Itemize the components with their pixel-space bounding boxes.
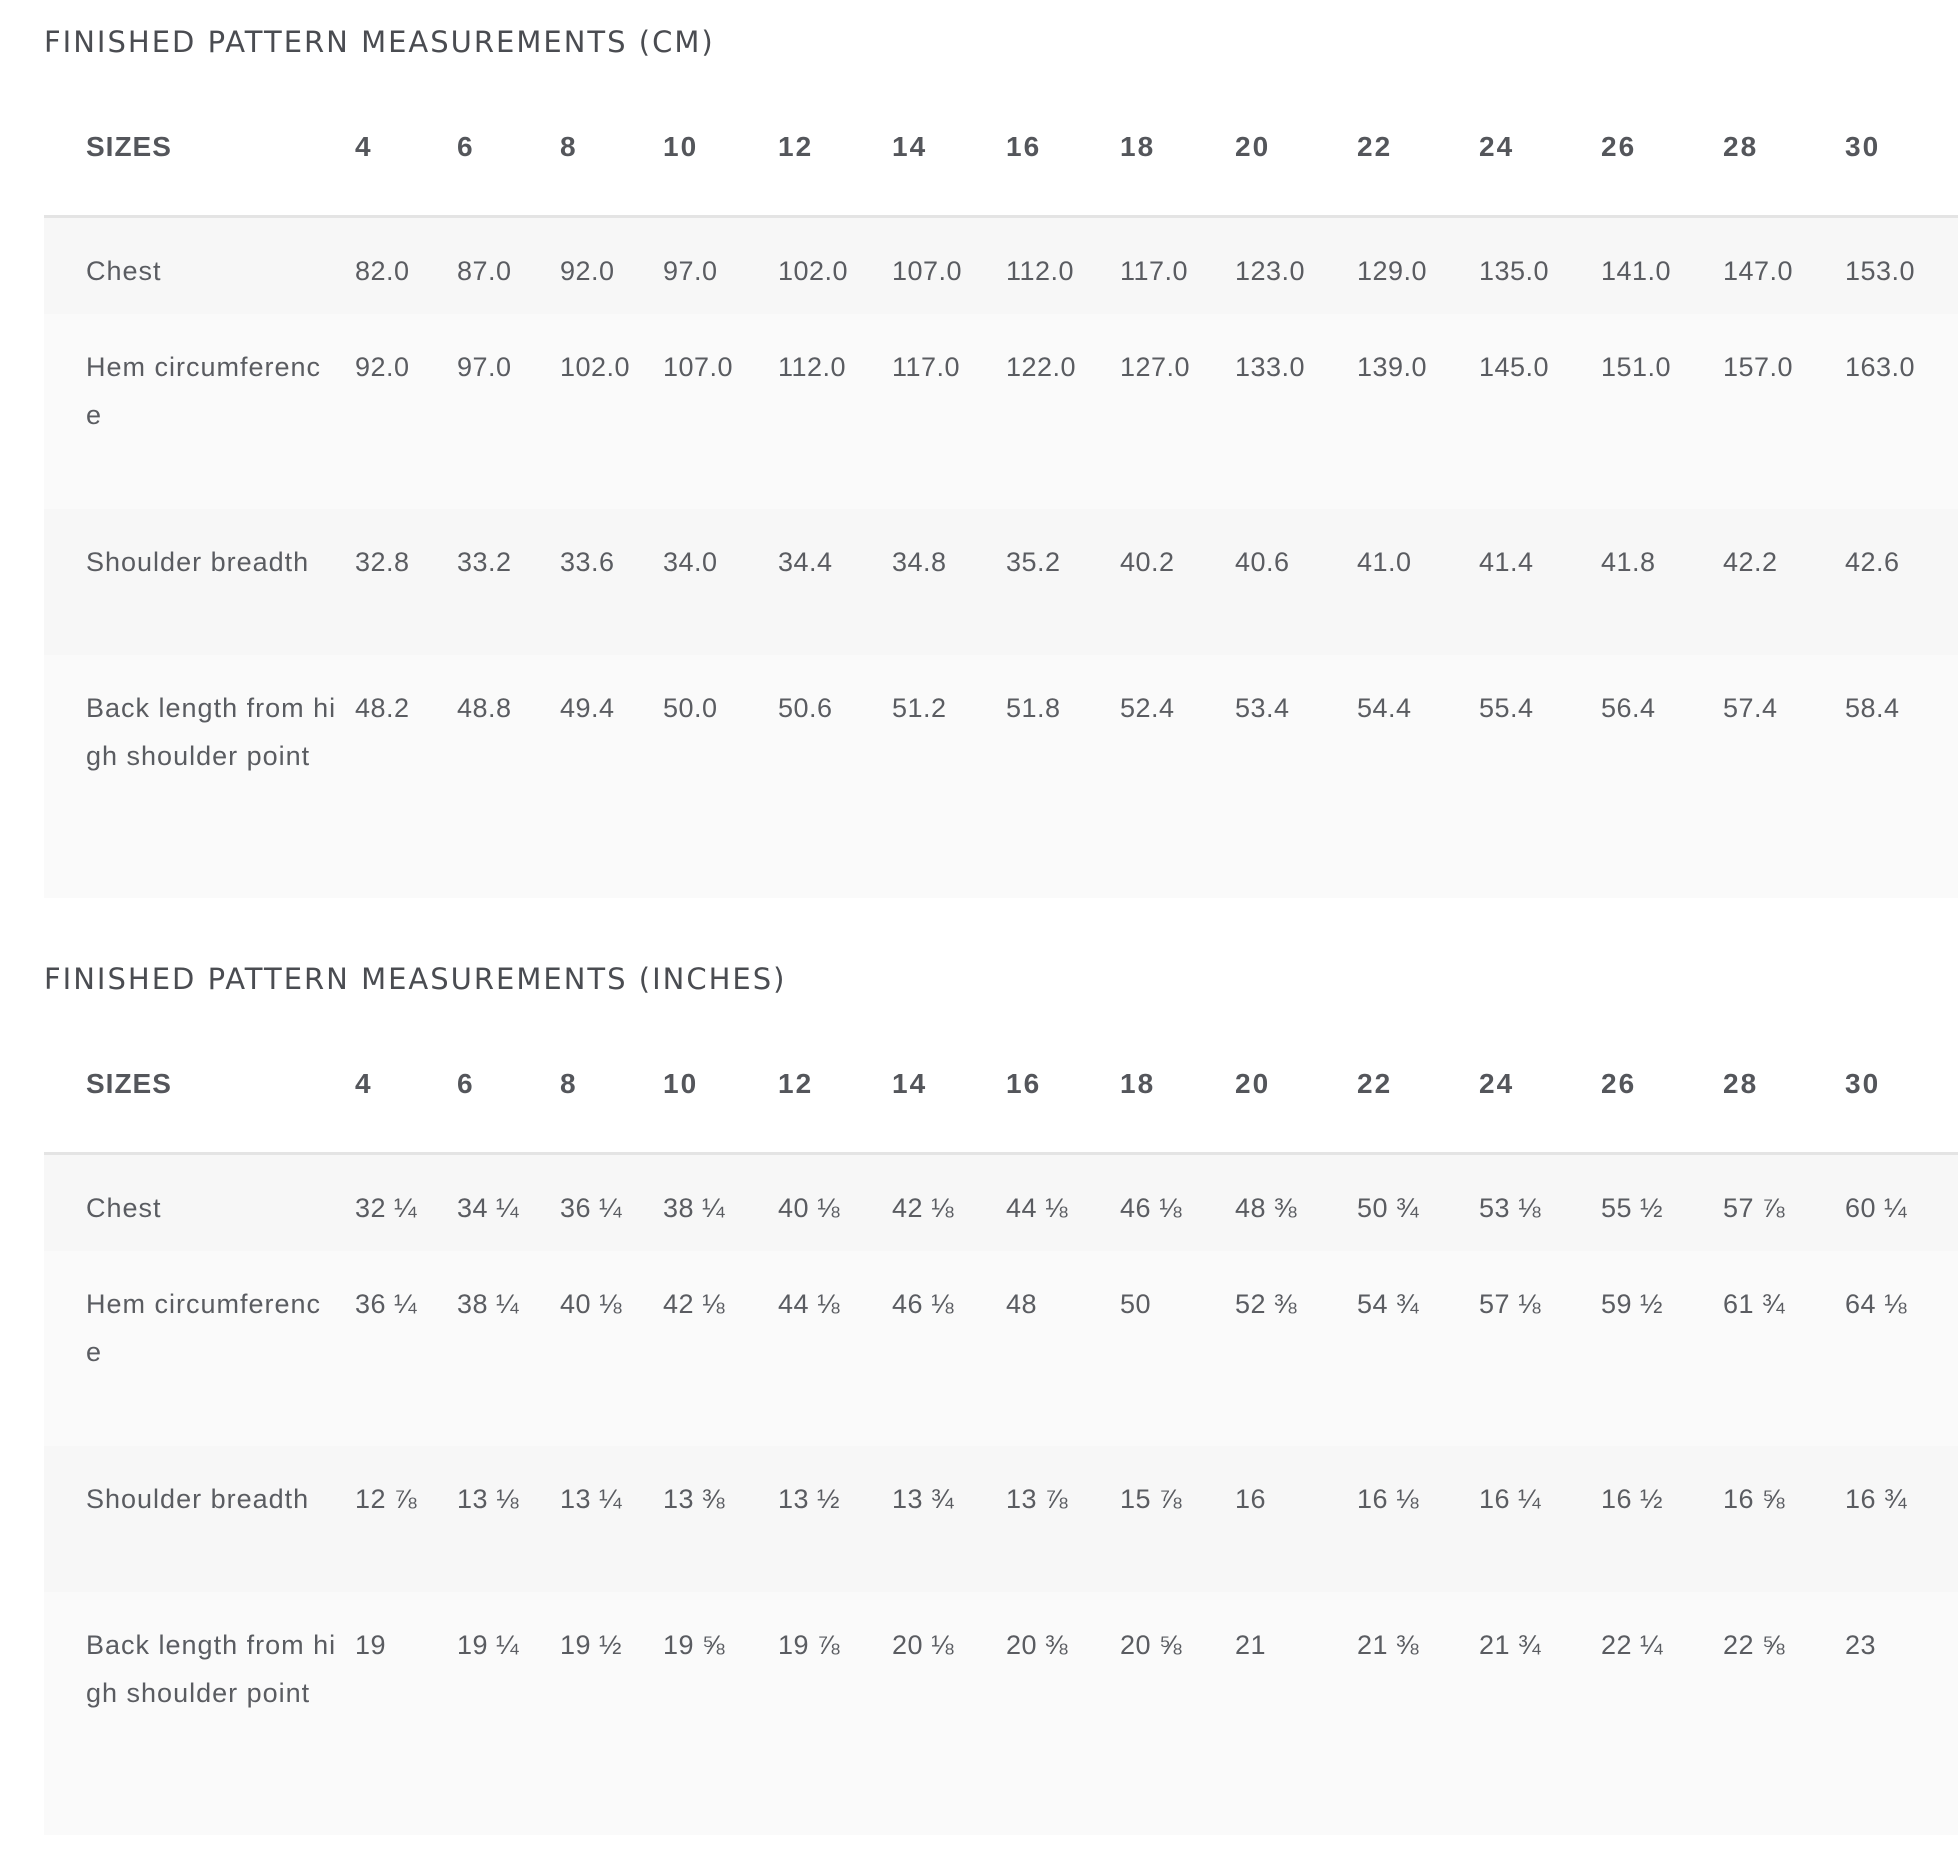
row-label: Back length from high shoulder point	[44, 655, 355, 898]
size-header: 16	[1006, 1068, 1042, 1099]
size-header: 12	[778, 1068, 814, 1099]
table-row	[44, 1153, 1958, 1251]
measurement-cell: 44 ⅛	[1006, 1153, 1120, 1251]
table-row	[44, 1251, 1958, 1446]
measurement-cell: 55 ½	[1601, 1153, 1723, 1251]
measurement-cell: 122.0	[1006, 314, 1120, 509]
size-header: 10	[663, 1068, 699, 1099]
measurement-cell: 23	[1845, 1592, 1958, 1835]
size-header: 4	[355, 1068, 373, 1099]
measurement-cell: 52 ⅜	[1235, 1251, 1357, 1446]
measurement-cell: 48.8	[457, 655, 560, 898]
measurement-cell: 59 ½	[1601, 1251, 1723, 1446]
measurement-cell: 60 ¼	[1845, 1153, 1958, 1251]
measurement-cell: 48	[1006, 1251, 1120, 1446]
measurement-cell: 41.4	[1479, 509, 1601, 655]
header-row	[44, 1025, 1958, 1153]
measurement-cell: 54 ¾	[1357, 1251, 1479, 1446]
row-label: Chest	[44, 1153, 355, 1251]
measurement-cell: 34 ¼	[457, 1153, 560, 1251]
measurement-cell: 51.2	[892, 655, 1006, 898]
measurement-cell: 40 ⅛	[778, 1153, 892, 1251]
measurement-cell: 107.0	[892, 216, 1006, 314]
table-row	[44, 314, 1958, 509]
size-header: 26	[1601, 131, 1637, 162]
measurement-cell: 129.0	[1357, 216, 1479, 314]
measurement-cell: 19 ⅞	[778, 1592, 892, 1835]
size-header: 26	[1601, 1068, 1637, 1099]
measurement-cell: 53 ⅛	[1479, 1153, 1601, 1251]
measurement-cell: 117.0	[1120, 216, 1235, 314]
size-header: 14	[892, 1068, 928, 1099]
row-label: Chest	[44, 216, 355, 314]
measurement-cell: 40 ⅛	[560, 1251, 663, 1446]
measurement-cell: 13 ⅜	[663, 1446, 778, 1592]
measurement-cell: 16 ½	[1601, 1446, 1723, 1592]
measurement-cell: 61 ¾	[1723, 1251, 1845, 1446]
size-header: 6	[457, 131, 475, 162]
measurement-cell: 87.0	[457, 216, 560, 314]
measurement-cell: 34.8	[892, 509, 1006, 655]
measurement-cell: 36 ¼	[560, 1153, 663, 1251]
measurement-cell: 20 ⅝	[1120, 1592, 1235, 1835]
measurement-cell: 54.4	[1357, 655, 1479, 898]
measurement-cell: 141.0	[1601, 216, 1723, 314]
measurement-cell: 12 ⅞	[355, 1446, 457, 1592]
measurement-cell: 21 ¾	[1479, 1592, 1601, 1835]
measurement-cell: 51.8	[1006, 655, 1120, 898]
measurement-cell: 34.4	[778, 509, 892, 655]
measurement-cell: 38 ¼	[663, 1153, 778, 1251]
size-header: 10	[663, 131, 699, 162]
measurement-cell: 107.0	[663, 314, 778, 509]
size-header: 8	[560, 131, 578, 162]
measurement-cell: 102.0	[560, 314, 663, 509]
measurement-cell: 48 ⅜	[1235, 1153, 1357, 1251]
row-label: Shoulder breadth	[44, 1446, 355, 1592]
measurement-cell: 133.0	[1235, 314, 1357, 509]
measurement-cell: 13 ¾	[892, 1446, 1006, 1592]
row-label: Shoulder breadth	[44, 509, 355, 655]
measurement-cell: 46 ⅛	[892, 1251, 1006, 1446]
row-label: Hem circumference	[44, 314, 355, 509]
measurement-cell: 13 ¼	[560, 1446, 663, 1592]
measurement-cell: 19 ¼	[457, 1592, 560, 1835]
measurement-cell: 42 ⅛	[663, 1251, 778, 1446]
measurement-cell: 163.0	[1845, 314, 1958, 509]
size-header: 22	[1357, 1068, 1393, 1099]
size-header: 18	[1120, 131, 1156, 162]
measurement-cell: 55.4	[1479, 655, 1601, 898]
section-title-cm: FINISHED PATTERN MEASUREMENTS (CM)	[44, 25, 715, 59]
row-label: Hem circumference	[44, 1251, 355, 1446]
measurement-cell: 50.6	[778, 655, 892, 898]
measurement-cell: 13 ½	[778, 1446, 892, 1592]
measurement-cell: 139.0	[1357, 314, 1479, 509]
measurements-table-inches	[44, 1025, 1958, 1835]
measurements-table-cm	[44, 88, 1958, 898]
measurement-cell: 112.0	[1006, 216, 1120, 314]
table-row	[44, 655, 1958, 898]
measurement-cell: 40.2	[1120, 509, 1235, 655]
measurement-cell: 20 ⅜	[1006, 1592, 1120, 1835]
measurement-cell: 57 ⅞	[1723, 1153, 1845, 1251]
row-label: Back length from high shoulder point	[44, 1592, 355, 1835]
measurement-cell: 15 ⅞	[1120, 1446, 1235, 1592]
table-row	[44, 1592, 1958, 1835]
size-header: 14	[892, 131, 928, 162]
measurement-cell: 21	[1235, 1592, 1357, 1835]
table-row	[44, 216, 1958, 314]
table-row	[44, 1446, 1958, 1592]
measurement-cell: 145.0	[1479, 314, 1601, 509]
measurement-cell: 19 ⅝	[663, 1592, 778, 1835]
measurement-cell: 42.6	[1845, 509, 1958, 655]
measurement-cell: 49.4	[560, 655, 663, 898]
measurement-cell: 135.0	[1479, 216, 1601, 314]
measurement-cell: 41.0	[1357, 509, 1479, 655]
measurement-cell: 44 ⅛	[778, 1251, 892, 1446]
size-header: 30	[1845, 131, 1881, 162]
size-header: 28	[1723, 1068, 1759, 1099]
measurement-cell: 22 ¼	[1601, 1592, 1723, 1835]
measurement-cell: 35.2	[1006, 509, 1120, 655]
measurement-cell: 19	[355, 1592, 457, 1835]
measurement-cell: 64 ⅛	[1845, 1251, 1958, 1446]
measurement-cell: 48.2	[355, 655, 457, 898]
measurement-cell: 157.0	[1723, 314, 1845, 509]
section-title-inches: FINISHED PATTERN MEASUREMENTS (INCHES)	[44, 962, 787, 996]
measurement-cell: 16 ⅝	[1723, 1446, 1845, 1592]
header-row	[44, 88, 1958, 216]
measurement-cell: 16 ¼	[1479, 1446, 1601, 1592]
measurement-cell: 32.8	[355, 509, 457, 655]
measurement-cell: 56.4	[1601, 655, 1723, 898]
measurement-cell: 50 ¾	[1357, 1153, 1479, 1251]
measurement-cell: 22 ⅝	[1723, 1592, 1845, 1835]
measurement-cell: 82.0	[355, 216, 457, 314]
measurement-cell: 57 ⅛	[1479, 1251, 1601, 1446]
measurement-cell: 32 ¼	[355, 1153, 457, 1251]
measurement-cell: 92.0	[560, 216, 663, 314]
measurement-cell: 102.0	[778, 216, 892, 314]
size-header: 6	[457, 1068, 475, 1099]
size-header: 24	[1479, 1068, 1515, 1099]
size-header: 22	[1357, 131, 1393, 162]
measurement-cell: 16	[1235, 1446, 1357, 1592]
measurement-cell: 112.0	[778, 314, 892, 509]
measurement-cell: 33.6	[560, 509, 663, 655]
measurement-cell: 16 ¾	[1845, 1446, 1958, 1592]
measurement-cell: 42.2	[1723, 509, 1845, 655]
measurement-cell: 50	[1120, 1251, 1235, 1446]
measurement-cell: 151.0	[1601, 314, 1723, 509]
measurement-cell: 13 ⅛	[457, 1446, 560, 1592]
measurement-cell: 46 ⅛	[1120, 1153, 1235, 1251]
measurement-cell: 41.8	[1601, 509, 1723, 655]
sizes-header: SIZES	[86, 131, 172, 162]
size-header: 4	[355, 131, 373, 162]
measurement-cell: 50.0	[663, 655, 778, 898]
measurement-cell: 38 ¼	[457, 1251, 560, 1446]
table-row	[44, 509, 1958, 655]
measurement-cell: 97.0	[457, 314, 560, 509]
sizes-header: SIZES	[86, 1068, 172, 1099]
measurement-cell: 147.0	[1723, 216, 1845, 314]
size-header: 20	[1235, 131, 1271, 162]
size-header: 28	[1723, 131, 1759, 162]
measurement-cell: 97.0	[663, 216, 778, 314]
measurement-cell: 92.0	[355, 314, 457, 509]
measurement-cell: 153.0	[1845, 216, 1958, 314]
measurement-cell: 33.2	[457, 509, 560, 655]
size-header: 16	[1006, 131, 1042, 162]
measurement-cell: 57.4	[1723, 655, 1845, 898]
size-header: 8	[560, 1068, 578, 1099]
measurement-cell: 36 ¼	[355, 1251, 457, 1446]
size-header: 30	[1845, 1068, 1881, 1099]
size-header: 24	[1479, 131, 1515, 162]
measurement-cell: 127.0	[1120, 314, 1235, 509]
measurement-cell: 20 ⅛	[892, 1592, 1006, 1835]
measurement-cell: 19 ½	[560, 1592, 663, 1835]
measurement-cell: 40.6	[1235, 509, 1357, 655]
measurement-cell: 16 ⅛	[1357, 1446, 1479, 1592]
measurement-cell: 21 ⅜	[1357, 1592, 1479, 1835]
measurement-cell: 123.0	[1235, 216, 1357, 314]
size-header: 18	[1120, 1068, 1156, 1099]
measurement-cell: 13 ⅞	[1006, 1446, 1120, 1592]
measurement-cell: 34.0	[663, 509, 778, 655]
size-header: 12	[778, 131, 814, 162]
measurement-cell: 58.4	[1845, 655, 1958, 898]
measurement-cell: 52.4	[1120, 655, 1235, 898]
measurement-cell: 53.4	[1235, 655, 1357, 898]
measurement-cell: 117.0	[892, 314, 1006, 509]
measurement-cell: 42 ⅛	[892, 1153, 1006, 1251]
size-header: 20	[1235, 1068, 1271, 1099]
